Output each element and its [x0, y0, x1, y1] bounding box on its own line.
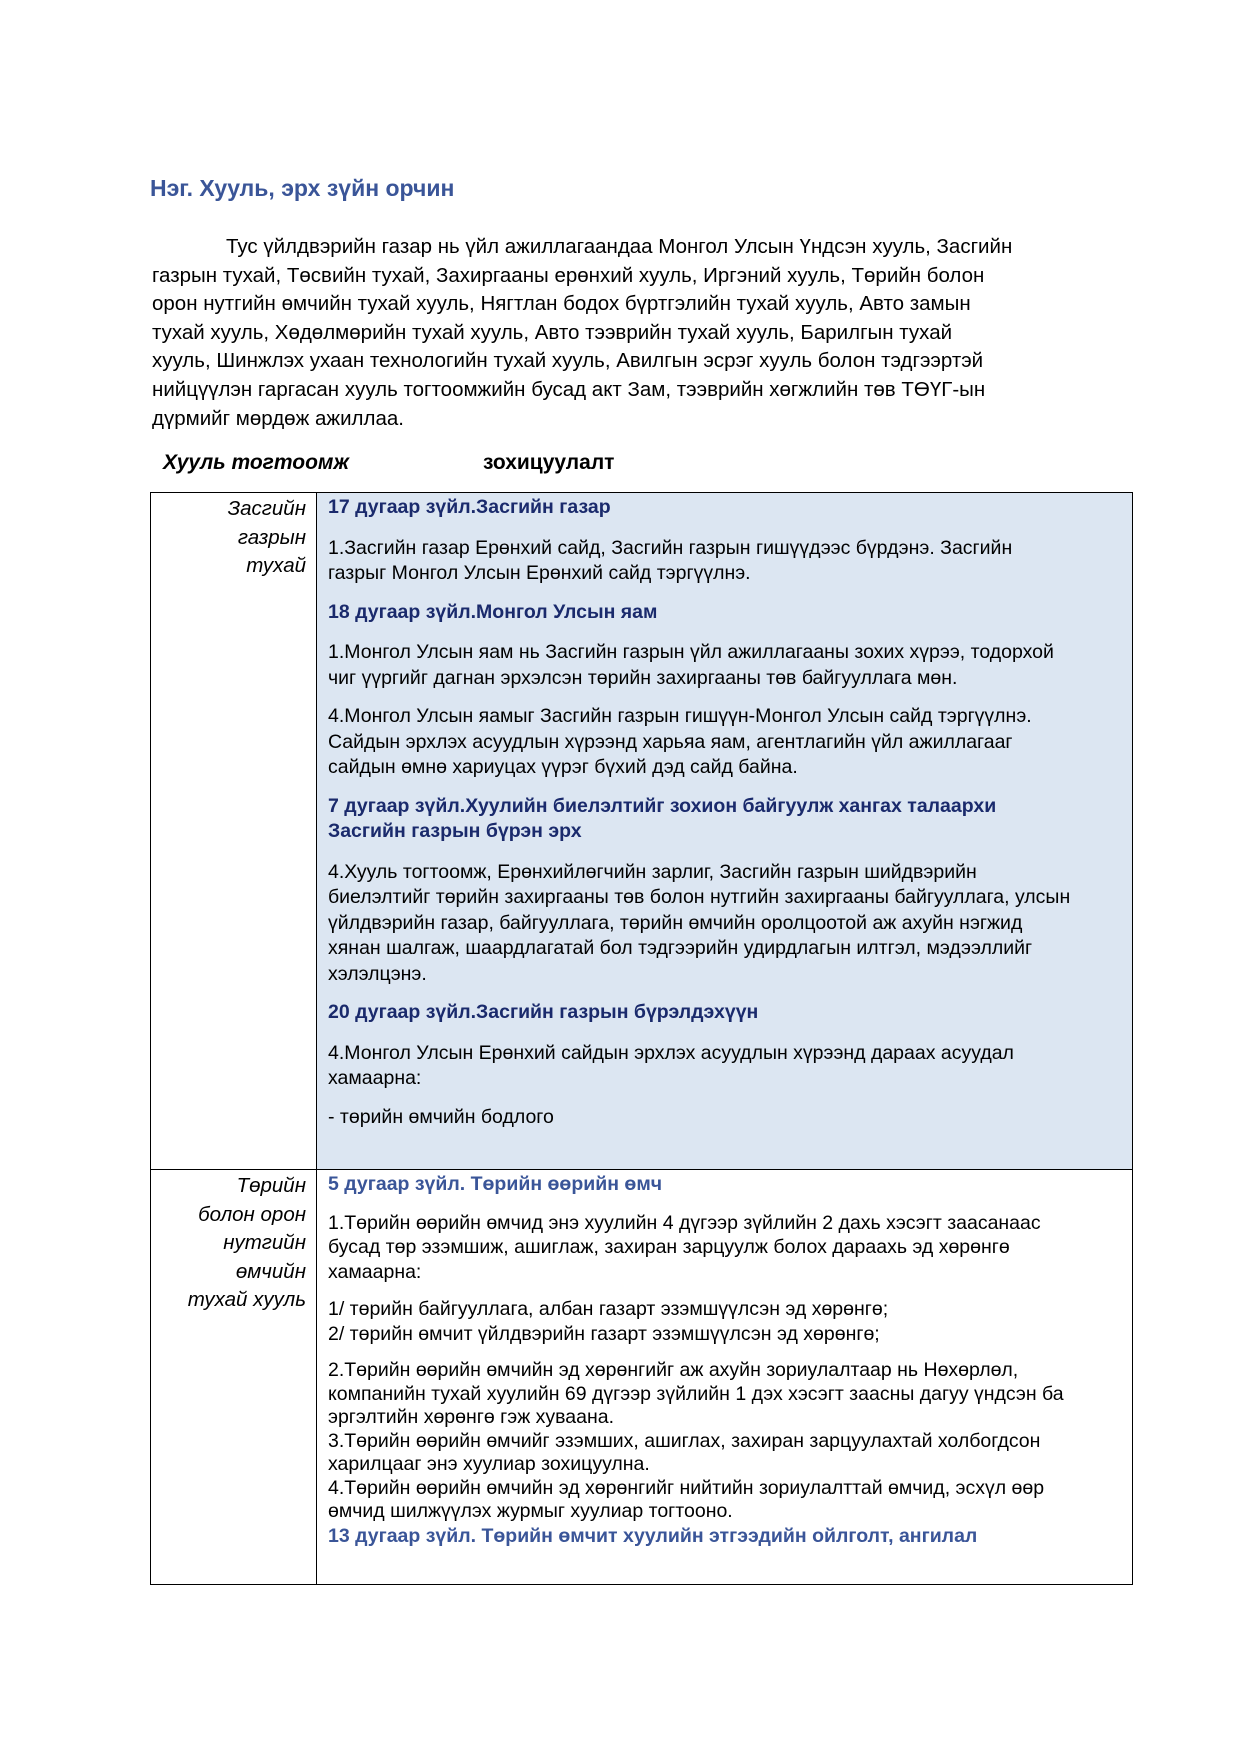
article-paragraph	[328, 1041, 1122, 1092]
intro-line: тухай хууль, Хөдөлмөрийн тухай хууль, Авто тээврийн тухай хууль, Барилгын тухай	[152, 320, 953, 344]
table-row	[151, 493, 1133, 1170]
intro-line: хууль, Шинжлэх ухаан технологийн тухай хууль, Авилгын эсрэг хууль болон тэдгээртэй	[152, 349, 984, 373]
paragraph-line: хамаарна:	[328, 1260, 422, 1283]
paragraph-line: 1.Төрийн өөрийн өмчид энэ хуулийн 4 дүгээр зүйлийн 2 дахь хэсэгт заасанаас	[328, 1211, 1041, 1234]
paragraph-line: 4.Монгол Улсын Ерөнхий сайдын эрхлэх асуудлын хүрээнд дараах асуудал	[328, 1041, 1014, 1064]
intro-line: нийцүүлэн гаргасан хууль тогтоомжийн бусад акт Зам, тээврийн хөгжлийн төв ТӨҮГ-ын	[152, 377, 986, 401]
paragraph-line: чиг үүргийг дагнан эрхэлсэн төрийн захиргааны төв байгууллага мөн.	[328, 666, 958, 689]
paragraph-line: - төрийн өмчийн бодлого	[328, 1105, 554, 1128]
law-name-line: Төрийн	[236, 1174, 306, 1197]
law-name-cell	[151, 493, 317, 1170]
law-name-line: тухай	[246, 554, 306, 577]
paragraph-line: 4.Монгол Улсын яамыг Засгийн газрын гишүүн-Монгол Улсын сайд тэргүүлнэ.	[328, 705, 1032, 727]
article-title	[328, 794, 1122, 845]
article-title-line: 7 дугаар зүйл.Хуулийн биелэлтийг зохион байгуулж хангах талаархи	[328, 794, 997, 817]
paragraph-line: хэлэлцэнэ.	[328, 962, 427, 985]
paragraph-line: компанийн тухай хуулийн 69 дүгээр зүйлийн 1 дэх хэсэгт заасны дагуу үндсэн ба	[328, 1382, 1064, 1405]
paragraph-line: 1/ төрийн байгууллага, албан газарт эзэмшүүлсэн эд хөрөнгө;	[328, 1298, 889, 1320]
law-name	[151, 1170, 316, 1315]
paragraph-line: хамаарна:	[328, 1067, 422, 1089]
article-paragraph	[328, 536, 1122, 587]
paragraph-line: Сайдын эрхлэх асуудлын хүрээнд харьяа яам, агентлагийн үйл ажиллагааг	[328, 730, 1013, 753]
paragraph-line: эргэлтийн хөрөнгө гэж хуваана.	[328, 1406, 615, 1428]
paragraph-line: газрыг Монгол Улсын Ерөнхий сайд тэргүүлнэ.	[328, 562, 751, 584]
article-title: 20 дугаар зүйл.Засгийн газрын бүрэлдэхүүн	[328, 1001, 759, 1023]
law-name-line: тухай хууль	[187, 1288, 306, 1311]
article-paragraph	[328, 1211, 1122, 1285]
law-name	[151, 493, 316, 581]
article-paragraph	[328, 704, 1122, 781]
law-name-line: газрын	[237, 525, 306, 549]
article-title: 18 дугаар зүйл.Монгол Улсын яам	[328, 600, 658, 623]
paragraph-line: 2.Төрийн өөрийн өмчийн эд хөрөнгийг аж ахуйн зориулалтаар нь Нөхөрлөл,	[328, 1359, 1019, 1381]
paragraph-line: харилцааг энэ хуулиар зохицуулна.	[328, 1453, 650, 1475]
intro-paragraph	[152, 233, 1082, 433]
law-name-line: нутгийн	[223, 1231, 306, 1254]
paragraph-line: хянан шалгаж, шаардлагатай бол тэдгээрийн удирдлагын илтгэл, мэдээллийг	[328, 937, 1033, 959]
paragraph-line: 4.Хууль тогтоомж, Ерөнхийлөгчийн зарлиг, Засгийн газрын шийдвэрийн	[328, 860, 977, 883]
paragraph-line: 1.Засгийн газар Ерөнхий сайд, Засгийн газрын гишүүдээс бүрдэнэ. Засгийн	[328, 536, 1013, 559]
regulation-cell	[317, 493, 1133, 1170]
paragraph-line: 1.Монгол Улсын яам нь Засгийн газрын үйл ажиллагааны зохих хүрээ, тодорхой	[328, 641, 1054, 663]
table-header-regulation: зохицуулалт	[483, 451, 615, 474]
section-title: Нэг. Хууль, эрх зүйн орчин	[150, 175, 455, 201]
intro-line: орон нутгийн өмчийн тухай хууль, Нягтлан бодох бүртгэлийн тухай хууль, Авто замын	[152, 292, 971, 316]
table-row	[151, 1170, 1133, 1585]
article-paragraph	[328, 1105, 1122, 1131]
article-title-line: Засгийн газрын бүрэн эрх	[328, 820, 582, 842]
article-title: 5 дугаар зүйл. Төрийн өөрийн өмч	[328, 1173, 663, 1195]
article-paragraph	[328, 1297, 1122, 1346]
intro-line: Тус үйлдвэрийн газар нь үйл ажиллагаандаа Монгол Улсын Үндсэн хууль, Засгийн	[226, 235, 1013, 258]
law-name-cell	[151, 1170, 317, 1585]
law-name-line: Засгийн	[227, 497, 306, 520]
paragraph-line: 3.Төрийн өөрийн өмчийг эзэмших, ашиглах, захиран зарцуулахтай холбогдсон	[328, 1429, 1041, 1452]
article-paragraph	[328, 1359, 1122, 1524]
intro-line: газрын тухай, Төсвийн тухай, Захиргааны ерөнхий хууль, Иргэний хууль, Төрийн болон	[152, 263, 985, 287]
paragraph-line: сайдын өмнө хариуцах үүрэг бүхий дэд сайд байна.	[328, 756, 798, 778]
paragraph-line: 4.Төрийн өөрийн өмчийн эд хөрөнгийг нийтийн зориулалттай өмчид, эсхүл өөр	[328, 1476, 1045, 1499]
table-header-law: Хууль тогтоомж	[163, 451, 349, 474]
article-title: 17 дугаар зүйл.Засгийн газар	[328, 496, 611, 518]
article-paragraph	[328, 640, 1122, 691]
intro-line: дүрмийг мөрдөж ажиллаа.	[152, 406, 404, 430]
paragraph-line: биелэлтийг төрийн захиргааны төв болон нутгийн захиргааны байгууллага, улсын	[328, 886, 1071, 908]
paragraph-line: үйлдвэрийн газар, байгууллага, төрийн өмчийн оролцоотой аж ахуйн нэгжид	[328, 911, 1023, 934]
regulation-cell	[317, 1170, 1133, 1585]
law-name-line: өмчийн	[235, 1259, 306, 1283]
paragraph-line: 2/ төрийн өмчит үйлдвэрийн газарт эзэмшүүлсэн эд хөрөнгө;	[328, 1322, 880, 1345]
paragraph-line: бусад төр эзэмшиж, ашиглаж, захиран зарцуулж болох дараахь эд хөрөнгө	[328, 1236, 1010, 1258]
paragraph-line: өмчид шилжүүлэх журмыг хуулиар тогтооно.	[328, 1500, 733, 1522]
article-title: 13 дугаар зүйл. Төрийн өмчит хуулийн этгээдийн ойлголт, ангилал	[328, 1524, 978, 1547]
law-table	[150, 492, 1133, 1585]
article-paragraph	[328, 860, 1122, 988]
law-name-line: болон орон	[198, 1202, 306, 1226]
